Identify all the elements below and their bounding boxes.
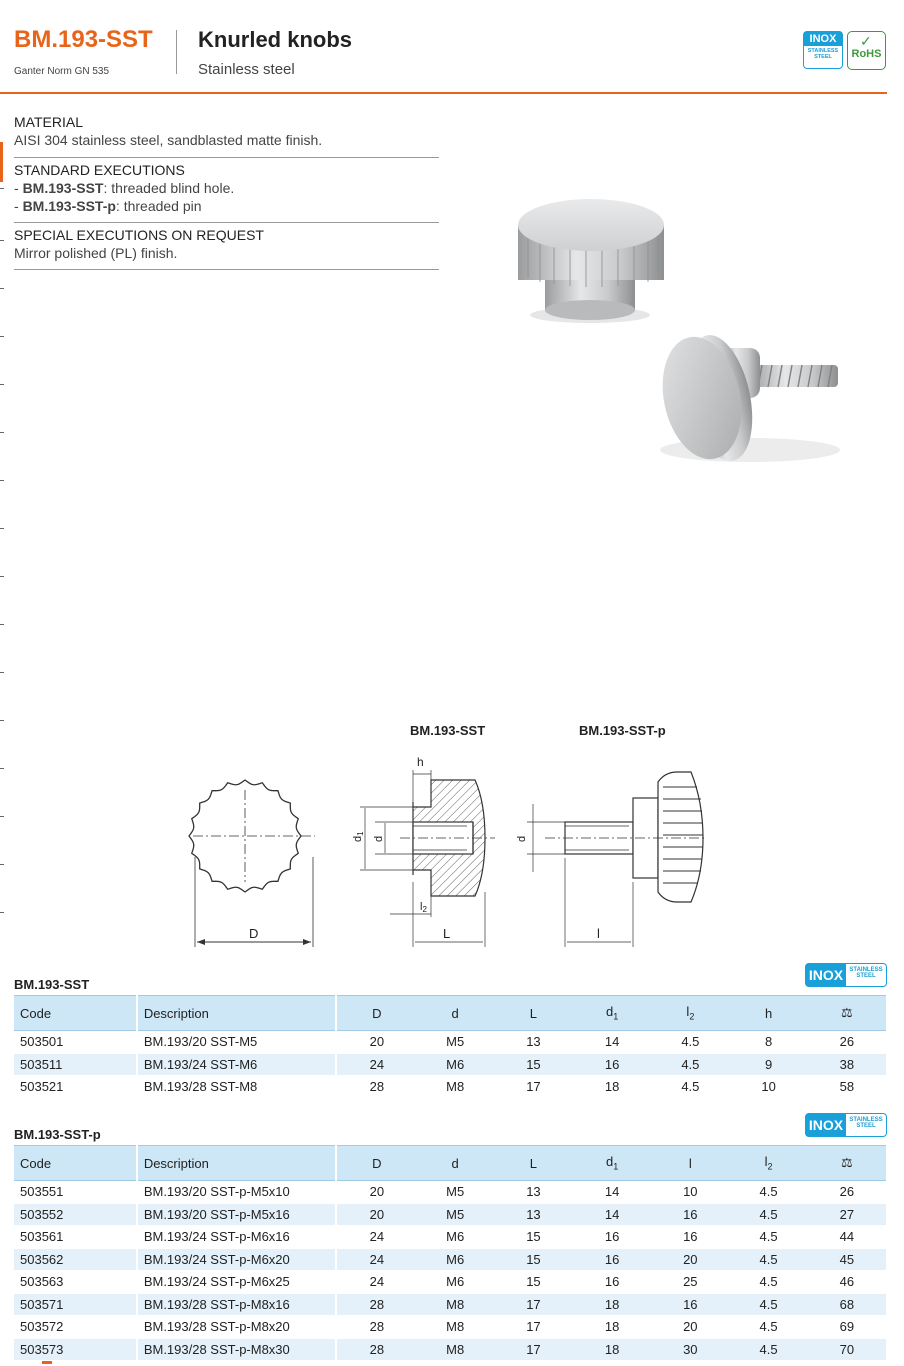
table-row xyxy=(14,1203,886,1226)
front-view xyxy=(189,780,315,947)
column-header: h xyxy=(730,996,808,1031)
table-cell: BM.193/24 SST-p-M6x16 xyxy=(137,1226,336,1249)
inox-badge-small-2: STEEL xyxy=(814,53,832,60)
table-row xyxy=(14,1053,886,1076)
rohs-label: RoHS xyxy=(851,48,882,60)
table-cell: BM.193/28 SST-p-M8x20 xyxy=(137,1316,336,1339)
table-cell: 16 xyxy=(573,1271,651,1294)
table-cell: 20 xyxy=(336,1203,416,1226)
table-cell: 46 xyxy=(808,1271,886,1294)
table-cell: 16 xyxy=(651,1293,729,1316)
table-cell: 58 xyxy=(808,1076,886,1099)
table-cell: 24 xyxy=(336,1248,416,1271)
table-cell: M6 xyxy=(416,1271,493,1294)
table-cell: BM.193/20 SST-M5 xyxy=(137,1031,336,1054)
ruler-tick xyxy=(0,672,4,673)
table-cell: BM.193/28 SST-p-M8x30 xyxy=(137,1338,336,1361)
table-cell: 16 xyxy=(651,1226,729,1249)
item-desc: : threaded pin xyxy=(115,198,202,214)
table-cell: 503521 xyxy=(14,1076,137,1099)
column-header: D xyxy=(336,996,416,1031)
table-cell: 20 xyxy=(651,1248,729,1271)
table-cell: 24 xyxy=(336,1053,416,1076)
column-header: $d_1$ xyxy=(573,996,651,1031)
table-cell: 20 xyxy=(336,1031,416,1054)
column-header: Code xyxy=(14,996,137,1031)
table-cell: 13 xyxy=(494,1203,573,1226)
dim-l2 xyxy=(420,901,427,914)
dim-l2-main: l xyxy=(420,901,423,913)
table-cell: 25 xyxy=(651,1271,729,1294)
inox-badge-table1 xyxy=(805,963,887,987)
ruler-tick xyxy=(0,912,4,913)
ruler-tick xyxy=(0,576,4,577)
norm-reference: Ganter Norm GN 535 xyxy=(14,66,110,77)
table-cell: 30 xyxy=(651,1338,729,1361)
material-heading: MATERIAL xyxy=(14,114,83,130)
table-cell: 69 xyxy=(808,1316,886,1339)
ruler-tick xyxy=(0,480,4,481)
dim-d-section: d xyxy=(373,835,385,842)
table-cell: 14 xyxy=(573,1203,651,1226)
table-cell: BM.193/24 SST-p-M6x20 xyxy=(137,1248,336,1271)
table-cell: 503571 xyxy=(14,1293,137,1316)
table-cell: BM.193/28 SST-p-M8x16 xyxy=(137,1293,336,1316)
table-cell: BM.193/28 SST-M8 xyxy=(137,1076,336,1099)
ruler-tick xyxy=(0,624,4,625)
column-header: $l_2$ xyxy=(729,1146,807,1181)
table-row xyxy=(14,1338,886,1361)
table-cell: 9 xyxy=(730,1053,808,1076)
table-cell: BM.193/20 SST-p-M5x16 xyxy=(137,1203,336,1226)
ruler-tick xyxy=(0,816,4,817)
table-cell: 70 xyxy=(808,1338,886,1361)
table-cell: 28 xyxy=(336,1316,416,1339)
table-row xyxy=(14,1271,886,1294)
table-cell: 28 xyxy=(336,1338,416,1361)
table-row xyxy=(14,1316,886,1339)
table-cell: 8 xyxy=(730,1031,808,1054)
product-title: Knurled knobs xyxy=(198,27,353,52)
table-cell: 503562 xyxy=(14,1248,137,1271)
column-header: $l_2$ xyxy=(651,996,729,1031)
table-cell: 14 xyxy=(573,1031,651,1054)
table-cell: 18 xyxy=(573,1338,651,1361)
table-cell: 4.5 xyxy=(729,1338,807,1361)
table-cell: 10 xyxy=(730,1076,808,1099)
table-cell: 503501 xyxy=(14,1031,137,1054)
dim-l: l xyxy=(597,926,600,941)
table-cell: 503572 xyxy=(14,1316,137,1339)
knob-threaded-pin-image xyxy=(652,329,840,467)
table-cell: 17 xyxy=(494,1293,573,1316)
table-cell: 13 xyxy=(494,1031,573,1054)
ruler-tick xyxy=(0,768,4,769)
column-header: $d_1$ xyxy=(573,1146,651,1181)
table-cell: 4.5 xyxy=(729,1316,807,1339)
table-cell: 16 xyxy=(573,1053,651,1076)
table-cell: 4.5 xyxy=(729,1271,807,1294)
dim-l2-sub: 2 xyxy=(422,905,427,914)
table-cell: 28 xyxy=(336,1293,416,1316)
item-code: BM.193-SST-p xyxy=(22,198,116,214)
table-cell: 503552 xyxy=(14,1203,137,1226)
rohs-badge xyxy=(847,31,886,70)
ruler-tick xyxy=(0,432,4,433)
dim-L: L xyxy=(443,926,451,941)
table-cell: 503563 xyxy=(14,1271,137,1294)
drawing-label-threaded-pin: BM.193-SST-p xyxy=(579,723,666,738)
standard-execution-item xyxy=(14,180,234,196)
table-cell: 503511 xyxy=(14,1053,137,1076)
table-cell: BM.193/20 SST-p-M5x10 xyxy=(137,1181,336,1204)
table-cell: 15 xyxy=(494,1271,573,1294)
inox-badge-label: INOX xyxy=(806,964,846,986)
table-cell: 18 xyxy=(573,1316,651,1339)
inox-badge-label: INOX xyxy=(804,32,842,46)
table-threaded-pin xyxy=(14,1145,886,1361)
header-divider xyxy=(176,30,177,74)
ruler-tick xyxy=(0,288,4,289)
table-cell: 4.5 xyxy=(729,1203,807,1226)
table-cell: M5 xyxy=(416,1181,493,1204)
table-cell: 20 xyxy=(651,1316,729,1339)
item-prefix: - xyxy=(14,180,23,196)
table-cell: 17 xyxy=(494,1338,573,1361)
table-cell: 4.5 xyxy=(729,1248,807,1271)
table-cell: 15 xyxy=(494,1053,573,1076)
table-row xyxy=(14,1248,886,1271)
checkmark-icon: ✓ xyxy=(860,33,872,49)
table-cell: 16 xyxy=(573,1248,651,1271)
header-rule xyxy=(0,92,887,94)
table-cell: 14 xyxy=(573,1181,651,1204)
special-executions-text: Mirror polished (PL) finish. xyxy=(14,245,178,261)
item-code: BM.193-SST xyxy=(22,180,104,196)
table-cell: 15 xyxy=(494,1248,573,1271)
knob-blind-hole-image xyxy=(518,199,664,323)
special-executions-heading: SPECIAL EXECUTIONS ON REQUEST xyxy=(14,227,264,243)
technical-drawing xyxy=(185,742,705,962)
table-cell: 16 xyxy=(573,1226,651,1249)
table-cell: 10 xyxy=(651,1181,729,1204)
ruler-tick xyxy=(0,384,4,385)
table-cell: M6 xyxy=(416,1053,493,1076)
section-divider xyxy=(14,157,439,158)
column-header: L xyxy=(494,996,573,1031)
table-cell: M6 xyxy=(416,1226,493,1249)
table-cell: 4.5 xyxy=(651,1076,729,1099)
table-cell: M8 xyxy=(416,1293,493,1316)
inox-badge-small-1: STAINLESS xyxy=(807,48,839,54)
table-cell: 28 xyxy=(336,1076,416,1099)
table-cell: 15 xyxy=(494,1226,573,1249)
table-cell: 18 xyxy=(573,1076,651,1099)
table-row xyxy=(14,1076,886,1099)
table-cell: 16 xyxy=(651,1203,729,1226)
table-cell: 26 xyxy=(808,1031,886,1054)
column-header: ⚖ xyxy=(808,1146,886,1181)
table-cell: 18 xyxy=(573,1293,651,1316)
section-divider xyxy=(14,269,439,270)
table-cell: 4.5 xyxy=(729,1181,807,1204)
product-photo xyxy=(480,180,880,480)
table-cell: 13 xyxy=(494,1181,573,1204)
table-row xyxy=(14,1293,886,1316)
inox-badge-small-1: STAINLESS xyxy=(849,967,883,973)
table-cell: 4.5 xyxy=(651,1053,729,1076)
table-cell: 503561 xyxy=(14,1226,137,1249)
table-title-threaded-pin: BM.193-SST-p xyxy=(14,1127,101,1142)
column-header: Description xyxy=(137,1146,336,1181)
item-prefix: - xyxy=(14,198,23,214)
table-cell: 68 xyxy=(808,1293,886,1316)
column-header: l xyxy=(651,1146,729,1181)
inox-badge-small-2: STEEL xyxy=(856,973,876,980)
ruler-tick xyxy=(0,240,4,241)
column-header: D xyxy=(336,1146,416,1181)
pin-side-view xyxy=(527,772,705,947)
section-marker xyxy=(0,142,3,182)
standard-executions-heading: STANDARD EXECUTIONS xyxy=(14,162,185,178)
table-cell: BM.193/24 SST-p-M6x25 xyxy=(137,1271,336,1294)
dim-h: h xyxy=(417,755,424,769)
table-cell: 45 xyxy=(808,1248,886,1271)
ruler-tick xyxy=(0,188,4,189)
section-divider xyxy=(14,222,439,223)
ruler-tick xyxy=(0,336,4,337)
table-cell: 503551 xyxy=(14,1181,137,1204)
ruler-tick xyxy=(0,528,4,529)
table-cell: M5 xyxy=(416,1203,493,1226)
table-cell: 17 xyxy=(494,1316,573,1339)
table-cell: 503573 xyxy=(14,1338,137,1361)
table-row xyxy=(14,1181,886,1204)
table-cell: 4.5 xyxy=(729,1293,807,1316)
table-cell: M6 xyxy=(416,1248,493,1271)
dim-d1 xyxy=(352,831,365,842)
inox-badge-header xyxy=(803,31,843,69)
ruler-tick xyxy=(0,864,4,865)
table-cell: 24 xyxy=(336,1271,416,1294)
product-subtitle: Stainless steel xyxy=(198,61,295,78)
column-header: Description xyxy=(137,996,336,1031)
inox-badge-small-2: STEEL xyxy=(856,1123,876,1130)
table-cell: 38 xyxy=(808,1053,886,1076)
dim-D: D xyxy=(249,926,259,941)
table-cell: 27 xyxy=(808,1203,886,1226)
ruler-tick xyxy=(0,720,4,721)
table-cell: BM.193/24 SST-M6 xyxy=(137,1053,336,1076)
column-header: Code xyxy=(14,1146,137,1181)
table-cell: 17 xyxy=(494,1076,573,1099)
dim-d1-main: d xyxy=(352,835,364,842)
table-row xyxy=(14,1226,886,1249)
column-header: d xyxy=(416,996,493,1031)
table-title-blind-hole: BM.193-SST xyxy=(14,977,90,992)
product-code-title: BM.193-SST xyxy=(14,26,153,53)
column-header: L xyxy=(494,1146,573,1181)
item-desc: : threaded blind hole. xyxy=(103,180,235,196)
table-cell: 4.5 xyxy=(651,1031,729,1054)
column-header: d xyxy=(416,1146,493,1181)
table-cell: M8 xyxy=(416,1316,493,1339)
inox-badge-small-1: STAINLESS xyxy=(849,1117,883,1123)
table-cell: 20 xyxy=(336,1181,416,1204)
section-view xyxy=(360,770,495,947)
table-row xyxy=(14,1031,886,1054)
table-cell: 26 xyxy=(808,1181,886,1204)
table-cell: 24 xyxy=(336,1226,416,1249)
material-text: AISI 304 stainless steel, sandblasted matte finish. xyxy=(14,132,323,148)
table-blind-hole xyxy=(14,995,886,1099)
dim-d-pin: d xyxy=(516,835,528,842)
page-marker xyxy=(42,1361,52,1364)
table-cell: M8 xyxy=(416,1076,493,1099)
standard-execution-item xyxy=(14,198,202,214)
drawing-label-blind-hole: BM.193-SST xyxy=(410,723,486,738)
dim-d1-sub: 1 xyxy=(356,831,365,836)
table-cell: 4.5 xyxy=(729,1226,807,1249)
table-cell: M8 xyxy=(416,1338,493,1361)
table-cell: M5 xyxy=(416,1031,493,1054)
inox-badge-label: INOX xyxy=(806,1114,846,1136)
column-header: ⚖ xyxy=(808,996,886,1031)
table-cell: 44 xyxy=(808,1226,886,1249)
inox-badge-table2 xyxy=(805,1113,887,1137)
